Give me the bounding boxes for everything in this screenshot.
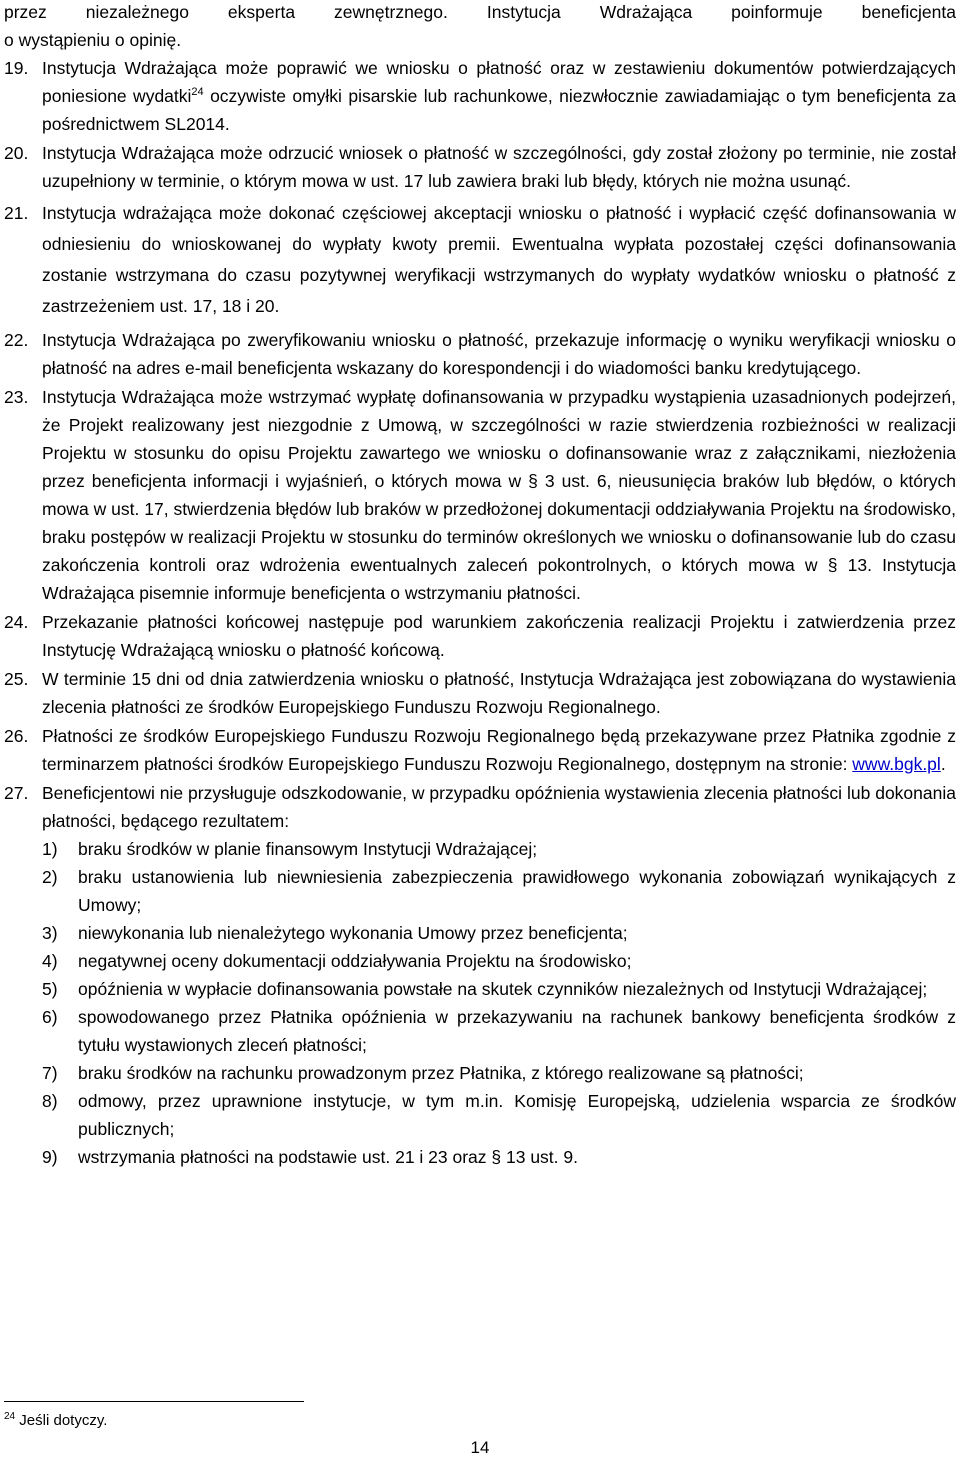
paragraph-text: Instytucja Wdrażająca po zweryfikowaniu wniosku o płatność, przekazuje informację o wyniku weryfikacji wniosku o płatność na adres e-mail beneficjenta wskazany do korespondencji i do wiadomości banku kredytującego. bbox=[42, 330, 956, 378]
list-item-text: niewykonania lub nienależytego wykonania Umowy przez beneficjenta; bbox=[78, 923, 628, 943]
intro-line-1: przez niezależnego eksperta zewnętrznego. Instytucja Wdrażająca poinformuje beneficjenta bbox=[4, 2, 956, 22]
list-item-text: spowodowanego przez Płatnika opóźnienia w przekazywaniu na rachunek bankowy beneficjenta środków z tytułu wystawionych zleceń płatności; bbox=[78, 1007, 956, 1055]
list-item-number: 3) bbox=[42, 923, 58, 943]
list-item bbox=[4, 919, 956, 947]
list-item-text: braku ustanowienia lub niewniesienia zabezpieczenia prawidłowego wykonania zobowiązań wynikających z Umowy; bbox=[78, 867, 956, 915]
paragraph-21 bbox=[4, 198, 956, 322]
list-item-number: 4) bbox=[42, 951, 58, 971]
paragraph-text: Płatności ze środków Europejskiego Funduszu Rozwoju Regionalnego będą przekazywane przez Płatnika zgodnie z terminarzem płatności środków Europejskiego Funduszu Rozwoju Regionalnego, dostępnym na stronie: bbox=[42, 726, 956, 774]
list-item bbox=[4, 947, 956, 975]
list-item bbox=[4, 835, 956, 863]
paragraph-text: Przekazanie płatności końcowej następuje pod warunkiem zakończenia realizacji Projektu i zatwierdzenia przez Instytucję Wdrażającą wniosku o płatność końcową. bbox=[42, 612, 956, 660]
paragraph-text: Instytucja Wdrażająca może odrzucić wniosek o płatność w szczególności, gdy został złożony po terminie, nie został uzupełniony w terminie, o którym mowa w ust. 17 lub zawiera braki lub błędy, których nie można usunąć. bbox=[42, 143, 956, 191]
list-item bbox=[4, 1143, 956, 1171]
paragraph-number: 26. bbox=[4, 726, 29, 746]
paragraph-24 bbox=[4, 608, 956, 664]
paragraph-number: 20. bbox=[4, 143, 29, 163]
list-item bbox=[4, 1003, 956, 1059]
list-item-number: 8) bbox=[42, 1091, 58, 1111]
paragraph-number: 19. bbox=[4, 58, 29, 78]
footnote-text: Jeśli dotyczy. bbox=[19, 1412, 108, 1429]
paragraph-number: 25. bbox=[4, 669, 29, 689]
list-item-text: braku środków na rachunku prowadzonym przez Płatnika, z którego realizowane są płatności; bbox=[78, 1063, 804, 1083]
paragraph-22 bbox=[4, 326, 956, 382]
document-page bbox=[4, 0, 956, 1167]
paragraph-text: Instytucja Wdrażająca może wstrzymać wypłatę dofinansowania w przypadku wystąpienia uzasadnionych podejrzeń, że Projekt realizowany jest niezgodnie z Umową, w szczególności w razie stwierdzenia rozbieżności w realizacji Projektu w stosunku do opisu Projektu zawartego we wniosku o dofinansowanie wraz z załącznikami, niezłożenia przez beneficjenta informacji i wyjaśnień, o których mowa w § 3 ust. 6, nieusunięcia braków lub błędów, o których mowa w ust. 17, stwierdzenia błędów lub braków w przedłożonej dokumentacji oddziaływania Projektu na środowisko, braku postępów w realizacji Projektu w stosunku do terminów określonych we wniosku o dofinansowanie lub do czasu zakończenia kontroli oraz wdrożenia ewentualnych zaleceń pokontrolnych, o których mowa w § 13. Instytucja Wdrażająca pisemnie informuje beneficjenta o wstrzymaniu płatności. bbox=[42, 387, 956, 603]
paragraph-27 bbox=[4, 779, 956, 835]
list-item-number: 9) bbox=[42, 1147, 58, 1167]
list-item-text: wstrzymania płatności na podstawie ust. 21 i 23 oraz § 13 ust. 9. bbox=[78, 1147, 578, 1167]
paragraph-text: Instytucja wdrażająca może dokonać częściowej akceptacji wniosku o płatność i wypłacić część dofinansowania w odniesieniu do wnioskowanej do wypłaty kwoty premii. Ewentualna wypłata pozostałej części dofinansowania zostanie wstrzymana do czasu pozytywnej weryfikacji wstrzymanych do wypłaty wydatków wniosku o płatność z zastrzeżeniem ust. 17, 18 i 20. bbox=[42, 203, 956, 316]
footnote bbox=[4, 1412, 107, 1429]
paragraph-number: 27. bbox=[4, 783, 29, 803]
list-item-number: 6) bbox=[42, 1007, 58, 1027]
list-item bbox=[4, 863, 956, 919]
list-item bbox=[4, 975, 956, 1003]
paragraph-text-end: . bbox=[940, 754, 946, 774]
intro-paragraph bbox=[4, 0, 956, 54]
list-item-number: 1) bbox=[42, 839, 58, 859]
paragraph-number: 24. bbox=[4, 612, 29, 632]
list-item-text: braku środków w planie finansowym Instytucji Wdrażającej; bbox=[78, 839, 538, 859]
list-item-number: 7) bbox=[42, 1063, 58, 1083]
paragraph-20 bbox=[4, 139, 956, 195]
paragraph-25 bbox=[4, 665, 956, 721]
paragraph-number: 22. bbox=[4, 330, 29, 350]
page-number: 14 bbox=[470, 1438, 490, 1457]
paragraph-26 bbox=[4, 722, 956, 778]
list-item-text: opóźnienia w wypłacie dofinansowania powstałe na skutek czynników niezależnych od Instytucji Wdrażającej; bbox=[78, 979, 928, 999]
list-item bbox=[4, 1059, 956, 1087]
paragraph-text-continued: oczywiste omyłki pisarskie lub rachunkowe, niezwłocznie zawiadamiając o tym beneficjenta za pośrednictwem SL2014. bbox=[42, 86, 956, 134]
paragraph-19 bbox=[4, 54, 956, 138]
paragraph-text: Beneficjentowi nie przysługuje odszkodowanie, w przypadku opóźnienia wystawienia zlecenia płatności lub dokonania płatności, będącego rezultatem: bbox=[42, 783, 956, 831]
list-item-text: odmowy, przez uprawnione instytucje, w tym m.in. Komisję Europejską, udzielenia wsparcia ze środków publicznych; bbox=[78, 1091, 956, 1139]
paragraph-text: W terminie 15 dni od dnia zatwierdzenia wniosku o płatność, Instytucja Wdrażająca jest zobowiązana do wystawienia zlecenia płatności ze środków Europejskiego Funduszu Rozwoju Regionalnego. bbox=[42, 669, 956, 717]
list-item-number: 5) bbox=[42, 979, 58, 999]
list-item bbox=[4, 1087, 956, 1143]
footnote-number: 24 bbox=[4, 1411, 16, 1422]
footnote-reference[interactable]: 24 bbox=[191, 86, 204, 99]
list-item-text: negatywnej oceny dokumentacji oddziaływania Projektu na środowisko; bbox=[78, 951, 632, 971]
intro-line-2: o wystąpieniu o opinię. bbox=[4, 30, 182, 50]
footnote-separator bbox=[4, 1401, 304, 1402]
paragraph-23 bbox=[4, 383, 956, 607]
paragraph-number: 21. bbox=[4, 203, 29, 223]
paragraph-27-list bbox=[4, 835, 956, 1171]
paragraph-number: 23. bbox=[4, 387, 29, 407]
bgk-website-link[interactable]: www.bgk.pl bbox=[852, 754, 941, 774]
list-item-number: 2) bbox=[42, 867, 58, 887]
paragraph-text: Instytucja Wdrażająca może poprawić we wniosku o płatność oraz w zestawieniu dokumentów potwierdzających poniesione wydatki bbox=[42, 58, 956, 106]
